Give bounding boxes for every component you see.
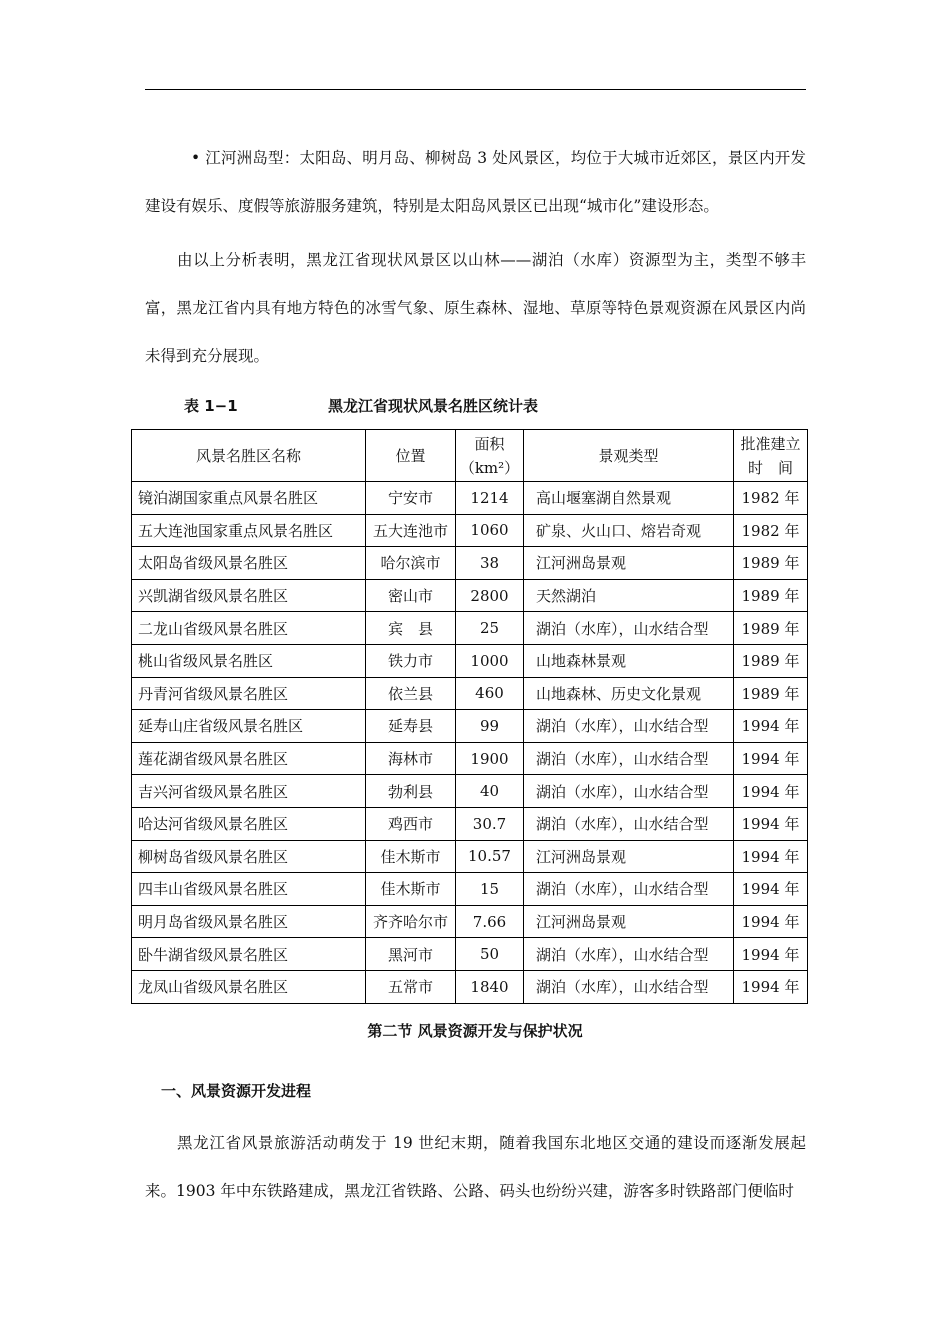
table-row bbox=[132, 710, 808, 743]
cell-type: 天然湖泊 bbox=[524, 579, 734, 612]
cell-location: 哈尔滨市 bbox=[366, 547, 456, 580]
table-row bbox=[132, 644, 808, 677]
cell-name: 柳树岛省级风景名胜区 bbox=[132, 840, 366, 873]
table-row bbox=[132, 873, 808, 906]
cell-area: 38 bbox=[456, 547, 524, 580]
table-caption bbox=[0, 395, 950, 417]
table-row bbox=[132, 579, 808, 612]
cell-location: 宁安市 bbox=[366, 482, 456, 515]
cell-area: 30.7 bbox=[456, 807, 524, 840]
cell-location: 密山市 bbox=[366, 579, 456, 612]
cell-area: 25 bbox=[456, 612, 524, 645]
cell-type: 湖泊（水库），山水结合型 bbox=[524, 742, 734, 775]
cell-area: 1900 bbox=[456, 742, 524, 775]
cell-location: 延寿县 bbox=[366, 710, 456, 743]
table-row bbox=[132, 840, 808, 873]
cell-year: 1989 年 bbox=[734, 579, 808, 612]
cell-name: 丹青河省级风景名胜区 bbox=[132, 677, 366, 710]
cell-area: 7.66 bbox=[456, 905, 524, 938]
table-row bbox=[132, 742, 808, 775]
cell-name: 镜泊湖国家重点风景名胜区 bbox=[132, 482, 366, 515]
subsection-title: 一、风景资源开发进程 bbox=[161, 1082, 312, 1100]
table-row bbox=[132, 938, 808, 971]
cell-year: 1989 年 bbox=[734, 612, 808, 645]
cell-year: 1989 年 bbox=[734, 644, 808, 677]
scenic-areas-table bbox=[131, 429, 808, 1004]
cell-type: 山地森林景观 bbox=[524, 644, 734, 677]
cell-type: 湖泊（水库），山水结合型 bbox=[524, 873, 734, 906]
paragraph-analysis-summary: 由以上分析表明，黑龙江省现状风景区以山林——湖泊（水库）资源型为主，类型不够丰富，黑龙江省内具有地方特色的冰雪气象、原生森林、湿地、草原等特色景观资源在风景区内尚未得到充分展现。 bbox=[145, 251, 806, 365]
cell-location: 齐齐哈尔市 bbox=[366, 905, 456, 938]
cell-name: 五大连池国家重点风景名胜区 bbox=[132, 514, 366, 547]
cell-location: 铁力市 bbox=[366, 644, 456, 677]
cell-type: 山地森林、历史文化景观 bbox=[524, 677, 734, 710]
cell-area: 1840 bbox=[456, 970, 524, 1003]
cell-name: 莲花湖省级风景名胜区 bbox=[132, 742, 366, 775]
cell-type: 江河洲岛景观 bbox=[524, 905, 734, 938]
cell-location: 佳木斯市 bbox=[366, 873, 456, 906]
cell-year: 1982 年 bbox=[734, 514, 808, 547]
header-year bbox=[734, 430, 808, 482]
cell-location: 宾 县 bbox=[366, 612, 456, 645]
header-area bbox=[456, 430, 524, 482]
table-row bbox=[132, 807, 808, 840]
cell-location: 黑河市 bbox=[366, 938, 456, 971]
cell-location: 海林市 bbox=[366, 742, 456, 775]
cell-location: 五大连池市 bbox=[366, 514, 456, 547]
cell-type: 江河洲岛景观 bbox=[524, 547, 734, 580]
cell-name: 二龙山省级风景名胜区 bbox=[132, 612, 366, 645]
table-caption-label: 表 1−1 bbox=[184, 397, 238, 415]
cell-year: 1994 年 bbox=[734, 742, 808, 775]
cell-year: 1994 年 bbox=[734, 710, 808, 743]
cell-location: 五常市 bbox=[366, 970, 456, 1003]
cell-name: 吉兴河省级风景名胜区 bbox=[132, 775, 366, 808]
cell-area: 15 bbox=[456, 873, 524, 906]
section-title: 第二节 风景资源开发与保护状况 bbox=[367, 1022, 583, 1040]
cell-type: 江河洲岛景观 bbox=[524, 840, 734, 873]
table-row bbox=[132, 547, 808, 580]
cell-year: 1994 年 bbox=[734, 905, 808, 938]
table-header-row bbox=[132, 430, 808, 482]
cell-area: 1000 bbox=[456, 644, 524, 677]
cell-type: 湖泊（水库），山水结合型 bbox=[524, 775, 734, 808]
table-row bbox=[132, 514, 808, 547]
table-row bbox=[132, 677, 808, 710]
cell-type: 湖泊（水库），山水结合型 bbox=[524, 710, 734, 743]
cell-year: 1994 年 bbox=[734, 938, 808, 971]
cell-type: 湖泊（水库），山水结合型 bbox=[524, 938, 734, 971]
cell-name: 哈达河省级风景名胜区 bbox=[132, 807, 366, 840]
cell-name: 龙凤山省级风景名胜区 bbox=[132, 970, 366, 1003]
cell-location: 佳木斯市 bbox=[366, 840, 456, 873]
cell-type: 湖泊（水库），山水结合型 bbox=[524, 970, 734, 1003]
cell-year: 1989 年 bbox=[734, 547, 808, 580]
cell-year: 1994 年 bbox=[734, 873, 808, 906]
cell-year: 1989 年 bbox=[734, 677, 808, 710]
paragraph-river-island-type: • 江河洲岛型：太阳岛、明月岛、柳树岛 3 处风景区，均位于大城市近郊区，景区内开发建设有娱乐、度假等旅游服务建筑，特别是太阳岛风景区已出现“城市化”建设形态。 bbox=[145, 149, 806, 215]
cell-area: 40 bbox=[456, 775, 524, 808]
cell-year: 1982 年 bbox=[734, 482, 808, 515]
table-row bbox=[132, 482, 808, 515]
cell-location: 勃利县 bbox=[366, 775, 456, 808]
table-row bbox=[132, 905, 808, 938]
table-caption-title: 黑龙江省现状风景名胜区统计表 bbox=[328, 397, 539, 415]
table-row bbox=[132, 612, 808, 645]
cell-year: 1994 年 bbox=[734, 807, 808, 840]
cell-area: 460 bbox=[456, 677, 524, 710]
cell-area: 1214 bbox=[456, 482, 524, 515]
header-type: 景观类型 bbox=[524, 430, 734, 482]
cell-name: 四丰山省级风景名胜区 bbox=[132, 873, 366, 906]
header-year-line2: 时 间 bbox=[747, 458, 793, 477]
header-year-line1: 批准建立 bbox=[740, 434, 801, 453]
cell-type: 矿泉、火山口、熔岩奇观 bbox=[524, 514, 734, 547]
cell-name: 明月岛省级风景名胜区 bbox=[132, 905, 366, 938]
cell-type: 高山堰塞湖自然景观 bbox=[524, 482, 734, 515]
cell-area: 2800 bbox=[456, 579, 524, 612]
cell-name: 桃山省级风景名胜区 bbox=[132, 644, 366, 677]
cell-location: 依兰县 bbox=[366, 677, 456, 710]
cell-name: 兴凯湖省级风景名胜区 bbox=[132, 579, 366, 612]
cell-type: 湖泊（水库），山水结合型 bbox=[524, 612, 734, 645]
table-row bbox=[132, 970, 808, 1003]
header-area-line1: 面积 bbox=[474, 434, 505, 453]
table-row bbox=[132, 775, 808, 808]
header-location: 位置 bbox=[366, 430, 456, 482]
cell-name: 太阳岛省级风景名胜区 bbox=[132, 547, 366, 580]
cell-year: 1994 年 bbox=[734, 775, 808, 808]
cell-area: 10.57 bbox=[456, 840, 524, 873]
cell-area: 1060 bbox=[456, 514, 524, 547]
header-rule bbox=[145, 89, 806, 90]
cell-area: 50 bbox=[456, 938, 524, 971]
cell-name: 卧牛湖省级风景名胜区 bbox=[132, 938, 366, 971]
paragraph-development-history: 黑龙江省风景旅游活动萌发于 19 世纪末期，随着我国东北地区交通的建设而逐渐发展起来。1903 年中东铁路建成，黑龙江省铁路、公路、码头也纷纷兴建，游客多时铁路部门便临时 bbox=[145, 1134, 806, 1200]
header-name: 风景名胜区名称 bbox=[132, 430, 366, 482]
cell-name: 延寿山庄省级风景名胜区 bbox=[132, 710, 366, 743]
cell-year: 1994 年 bbox=[734, 970, 808, 1003]
table-body bbox=[132, 482, 808, 1004]
header-area-line2: （km²） bbox=[459, 458, 520, 477]
cell-year: 1994 年 bbox=[734, 840, 808, 873]
cell-location: 鸡西市 bbox=[366, 807, 456, 840]
cell-type: 湖泊（水库），山水结合型 bbox=[524, 807, 734, 840]
cell-area: 99 bbox=[456, 710, 524, 743]
